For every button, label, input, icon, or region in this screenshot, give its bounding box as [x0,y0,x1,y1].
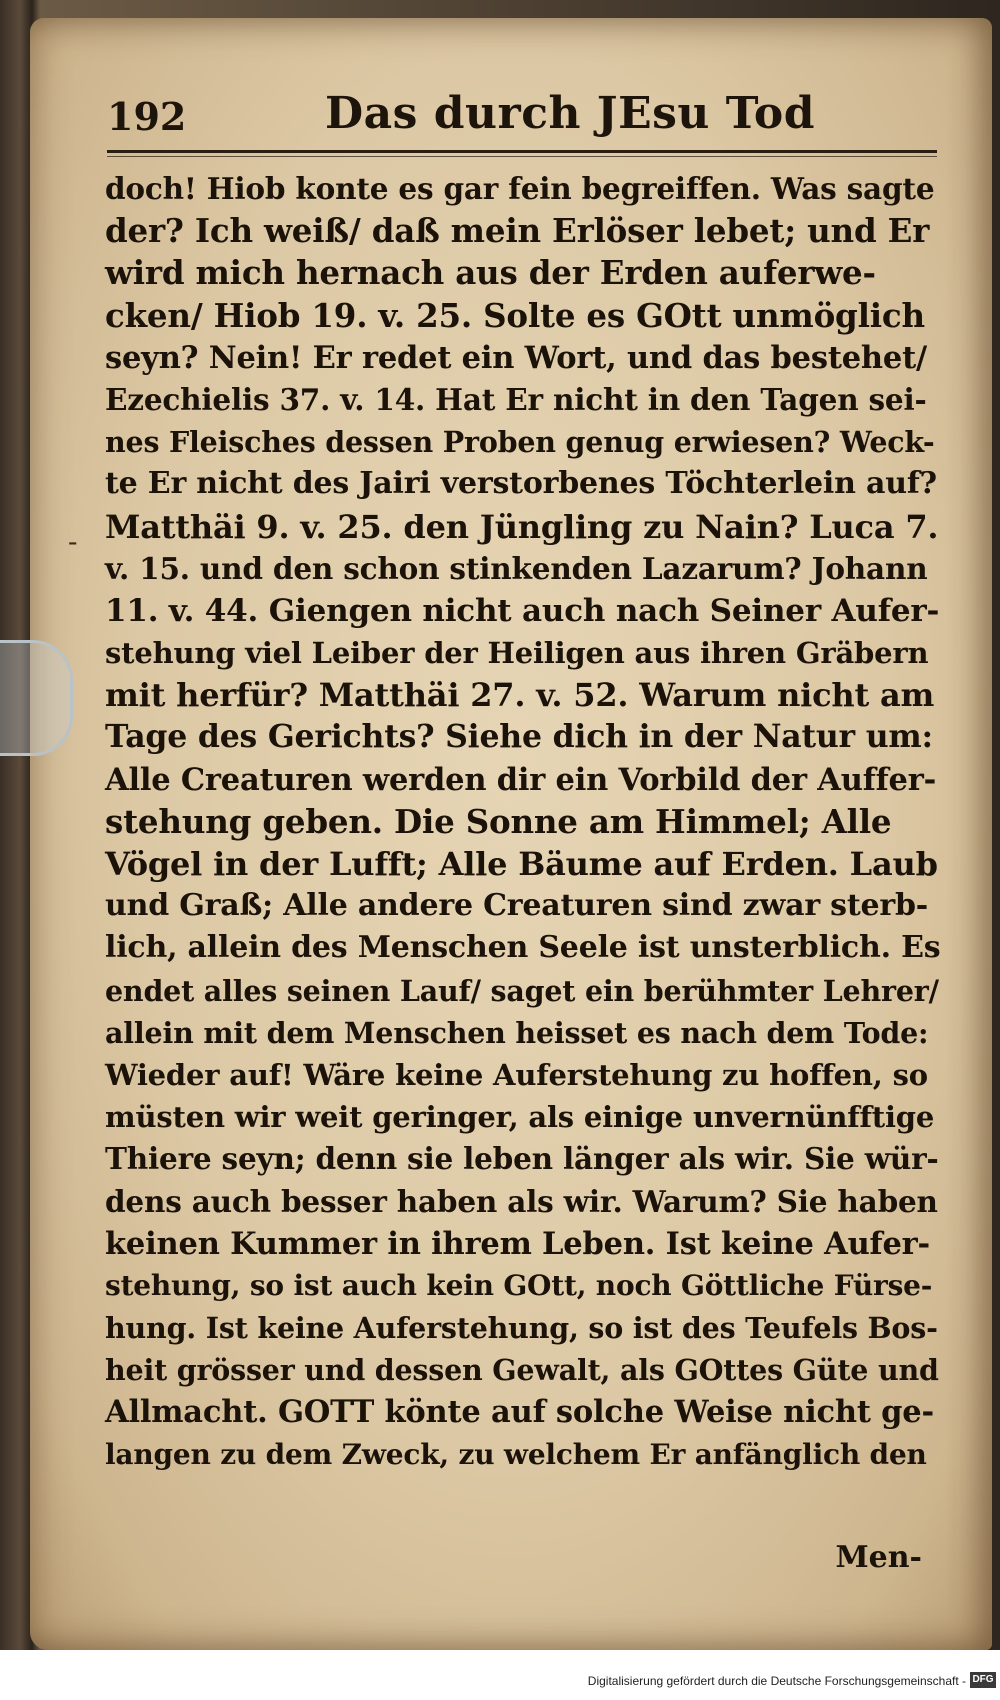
text-line: v. 15. und den schon stinkenden Lazarum? Johann [105,550,928,586]
text-line: keinen Kummer in ihrem Leben. Ist keine Aufer- [105,1225,931,1262]
text-line: Matthäi 9. v. 25. den Jüngling zu Nain? Luca 7. [105,507,939,546]
text-line: Ezechielis 37. v. 14. Hat Er nicht in den Tagen sei- [105,381,927,417]
text-line: stehung viel Leiber der Heiligen aus ihren Gräbern [105,636,929,671]
page-number: 192 [107,94,187,139]
text-line: seyn? Nein! Er redet ein Wort, und das bestehet/ [105,339,927,376]
text-line: heit grösser und dessen Gewalt, als GOttes Güte und [105,1353,939,1388]
text-line: Allmacht. GOTT könte auf solche Weise nicht ge- [105,1394,934,1431]
text-line: endet alles seinen Lauf/ saget ein berühmter Lehrer/ [105,973,939,1008]
text-line: langen zu dem Zweck, zu welchem Er anfänglich den [105,1437,927,1471]
text-line: allein mit dem Menschen heisset es nach dem Tode: [105,1015,929,1050]
dfg-logo-icon: DFG [970,1672,996,1688]
margin-mark: - [68,525,78,558]
text-line: dens auch besser haben als wir. Warum? Sie haben [105,1183,938,1219]
text-line: Alle Creaturen werden dir ein Vorbild der Auffer- [105,761,937,798]
running-head: Das durch JEsu Tod [325,88,816,139]
text-line: müsten wir weit geringer, als einige unvernünfftige [105,1100,935,1135]
text-line: te Er nicht des Jairi verstorbenes Töchterlein auf? [105,466,937,502]
text-line: cken/ Hiob 19. v. 25. Solte es GOtt unmöglich [105,295,925,335]
text-line: stehung, so ist auch kein GOtt, noch Göttliche Fürse- [105,1268,933,1302]
text-line: mit herfür? Matthäi 27. v. 52. Warum nicht am [105,676,935,715]
header-rule-thin [107,156,937,157]
text-line: der? Ich weiß/ daß mein Erlöser lebet; und Er [105,211,930,251]
text-line: hung. Ist keine Auferstehung, so ist des Teufels Bos- [105,1311,938,1346]
text-line: wird mich hernach aus der Erden auferwe- [105,253,876,293]
text-line: 11. v. 44. Giengen nicht auch nach Seiner Aufer- [105,592,940,629]
catchword: Men- [835,1540,922,1575]
footer-bar [0,1650,1000,1700]
text-line: Wieder auf! Wäre keine Auferstehung zu hoffen, so [105,1057,928,1092]
text-line: Vögel in der Lufft; Alle Bäume auf Erden. Laub [105,845,938,883]
text-line: und Graß; Alle andere Creaturen sind zwar sterb- [105,888,929,924]
text-line: lich, allein des Menschen Seele ist unsterblich. Es [105,930,941,966]
footer-credit: Digitalisierung gefördert durch die Deutsche Forschungsgemeinschaft - [587,1674,966,1688]
text-line: nes Fleisches dessen Proben genug erwiesen? Weck- [105,425,935,460]
text-line: Tage des Gerichts? Siehe dich in der Natur um: [105,718,933,756]
text-line: Thiere seyn; denn sie leben länger als wir. Sie wür- [105,1141,939,1177]
page-clip [0,640,73,756]
text-line: stehung geben. Die Sonne am Himmel; Alle [105,801,892,841]
body-text [105,168,940,1476]
header-rule [107,150,937,153]
page-header [107,88,937,158]
text-line: doch! Hiob konte es gar fein begreiffen. Was sagte [105,171,935,206]
